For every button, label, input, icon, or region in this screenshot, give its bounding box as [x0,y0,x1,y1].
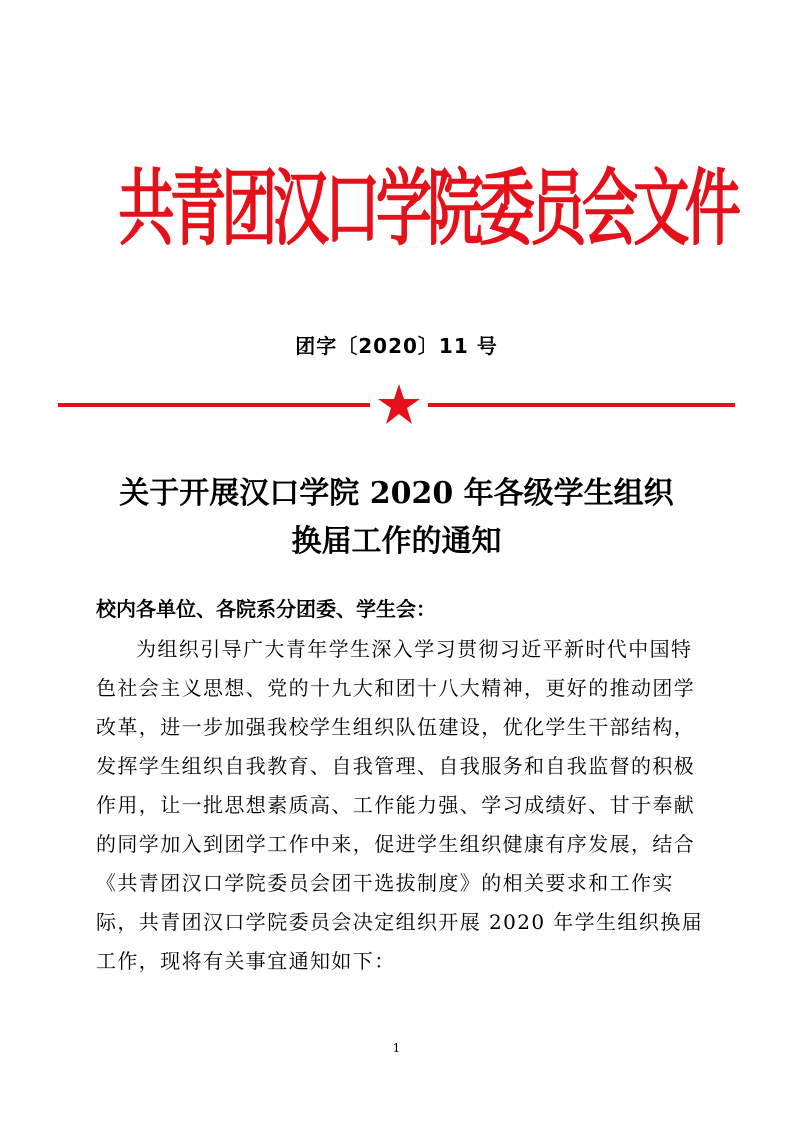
red-divider-right [428,403,735,407]
body-line-9: 工作，现将有关事宜通知如下： [96,949,396,973]
body-line-7: 《共青团汉口学院委员会团干选拔制度》的相关要求和工作实 [96,871,674,895]
body-line-5: 作用，让一批思想素质高、工作能力强、学习成绩好、甘于奉献 [96,793,696,817]
body-line-8: 际，共青团汉口学院委员会决定组织开展 2020 年学生组织换届 [96,910,704,934]
page-number: 1 [392,1041,401,1055]
addressee: 校内各单位、各院系分团委、学生会： [96,597,436,621]
notice-title [0,470,793,566]
red-divider-left [58,403,370,407]
body-line-3: 改革，进一步加强我校学生组织队伍建设，优化学生干部结构， [96,715,696,739]
body-line-1: 为组织引导广大青年学生深入学习贯彻习近平新时代中国特 [136,637,693,661]
document-header-title: 共青团汉口学院委员会文件 [118,159,737,257]
document-number: 团字〔2020〕11 号 [295,334,498,358]
notice-title-line-1: 关于开展汉口学院 2020 年各级学生组织 [119,476,674,511]
star-icon [378,384,420,424]
body-line-6: 的同学加入到团学工作中来，促进学生组织健康有序发展，结合 [96,832,696,856]
notice-title-line-2: 换届工作的通知 [291,524,502,559]
body-line-4: 发挥学生组织自我教育、自我管理、自我服务和自我监督的积极 [96,754,696,778]
body-line-2: 色社会主义思想、党的十九大和团十八大精神，更好的推动团学 [96,676,696,700]
